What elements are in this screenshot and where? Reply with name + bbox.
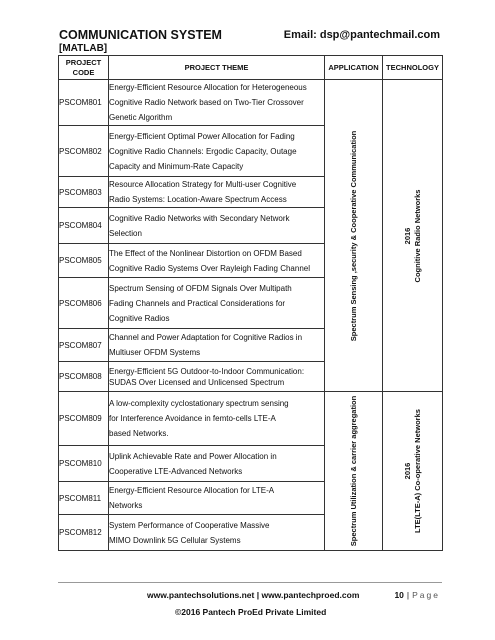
project-theme-line: Cognitive Radio Channels: Ergodic Capacity, Outage xyxy=(109,146,297,156)
section-label: [MATLAB] xyxy=(59,43,108,54)
application-label: Spectrum Sensing ,security & Cooperative Communication xyxy=(348,130,358,341)
table-row xyxy=(59,392,443,446)
project-theme-line: Selection xyxy=(109,228,142,238)
technology-name: Cognitive Radio Networks xyxy=(412,189,422,282)
column-header-technology: TECHNOLOGY xyxy=(383,56,443,80)
project-theme-line: Energy-Efficient Resource Allocation for Heterogeneous xyxy=(109,83,307,92)
header-title: COMMUNICATION SYSTEM xyxy=(59,28,222,42)
column-header-project-theme: PROJECT THEME xyxy=(109,56,325,80)
table-row xyxy=(59,80,443,126)
project-theme-line: Cognitive Radio Network based on Two-Tier Crossover xyxy=(109,98,304,107)
project-theme-line: Spectrum Sensing of OFDM Signals Over Multipath xyxy=(109,283,292,293)
project-code: PSCOM808 xyxy=(59,362,109,392)
project-theme xyxy=(109,177,325,208)
project-theme-line: Multiuser OFDM Systems xyxy=(109,348,201,357)
project-theme-line: Energy-Efficient Optimal Power Allocation for Fading xyxy=(109,131,295,141)
project-theme-line: Cognitive Radio Networks with Secondary Network xyxy=(109,213,290,223)
technology-label xyxy=(403,189,423,282)
application-cell xyxy=(325,392,383,551)
project-code: PSCOM807 xyxy=(59,329,109,362)
project-theme xyxy=(109,244,325,278)
page-separator: | xyxy=(406,590,410,600)
project-theme xyxy=(109,208,325,244)
project-theme-line: Genetic Algorithm xyxy=(109,113,173,122)
project-theme-line: Resource Allocation Strategy for Multi-user Cognitive xyxy=(109,180,297,189)
project-code: PSCOM812 xyxy=(59,515,109,551)
project-theme-line: System Performance of Cooperative Massive xyxy=(109,520,270,530)
project-theme-line: for Interference Avoidance in femto-cells LTE-A xyxy=(109,414,276,423)
project-code: PSCOM801 xyxy=(59,80,109,126)
footer-copyright: ©2016 Pantech ProEd Private Limited xyxy=(175,607,327,617)
project-theme xyxy=(109,329,325,362)
technology-label xyxy=(403,409,423,533)
project-theme-line: Capacity and Minimum-Rate Capacity xyxy=(109,161,244,171)
project-theme xyxy=(109,126,325,177)
project-theme xyxy=(109,362,325,392)
technology-cell xyxy=(383,80,443,392)
column-header-code-line1: PROJECT xyxy=(65,57,102,67)
column-header-code-line2: CODE xyxy=(72,67,95,77)
project-theme-line: Cognitive Radios xyxy=(109,313,170,323)
column-header-project-code xyxy=(59,56,109,80)
page-word: Page xyxy=(412,590,440,600)
project-theme xyxy=(109,482,325,515)
project-theme xyxy=(109,80,325,126)
project-code: PSCOM811 xyxy=(59,482,109,515)
project-code: PSCOM810 xyxy=(59,446,109,482)
footer-links[interactable]: www.pantechsolutions.net | www.pantechproed.com xyxy=(147,590,360,600)
column-header-application: APPLICATION xyxy=(325,56,383,80)
project-theme-line: Fading Channels and Practical Considerations for xyxy=(109,298,286,308)
project-code: PSCOM802 xyxy=(59,126,109,177)
project-theme xyxy=(109,392,325,446)
project-theme xyxy=(109,278,325,329)
project-theme-line: Uplink Achievable Rate and Power Allocation in xyxy=(109,451,277,461)
project-theme-line: SUDAS Over Licensed and Unlicensed Spectrum xyxy=(109,377,285,387)
application-label: Spectrum Utilization & carrier aggregation xyxy=(348,395,358,547)
header-email: Email: dsp@pantechmail.com xyxy=(283,29,440,41)
technology-year: 2016 xyxy=(402,227,412,244)
technology-year: 2016 xyxy=(402,462,412,480)
project-theme-line: Cooperative LTE-Advanced Networks xyxy=(109,466,243,476)
project-code: PSCOM806 xyxy=(59,278,109,329)
project-theme xyxy=(109,515,325,551)
technology-cell xyxy=(383,392,443,551)
project-theme xyxy=(109,446,325,482)
application-cell xyxy=(325,80,383,392)
project-code: PSCOM805 xyxy=(59,244,109,278)
project-code: PSCOM803 xyxy=(59,177,109,208)
page-number: 10 xyxy=(394,590,404,600)
project-theme-line: Cognitive Radio Systems Over Rayleigh Fading Channel xyxy=(109,263,310,273)
technology-name: LTE(LTE-A) Co-operative Networks xyxy=(412,409,422,533)
project-theme-line: Energy-Efficient 5G Outdoor-to-Indoor Communication: xyxy=(109,366,305,376)
project-theme-line: Energy-Efficient Resource Allocation for LTE-A xyxy=(109,486,275,495)
table-header-row xyxy=(59,56,443,80)
page-indicator xyxy=(394,590,440,600)
project-theme-line: Networks xyxy=(109,501,143,510)
project-theme-line: MIMO Downlink 5G Cellular Systems xyxy=(109,535,241,545)
project-theme-line: Radio Systems: Location-Aware Spectrum Access xyxy=(109,195,287,204)
project-code: PSCOM809 xyxy=(59,392,109,446)
project-table xyxy=(58,55,443,551)
footer-divider xyxy=(58,582,442,583)
project-code: PSCOM804 xyxy=(59,208,109,244)
project-theme-line: based Networks. xyxy=(109,429,169,438)
project-theme-line: The Effect of the Nonlinear Distortion on OFDM Based xyxy=(109,248,302,258)
project-theme-line: Channel and Power Adaptation for Cognitive Radios in xyxy=(109,333,303,342)
project-theme-line: A low-complexity cyclostationary spectrum sensing xyxy=(109,399,289,408)
